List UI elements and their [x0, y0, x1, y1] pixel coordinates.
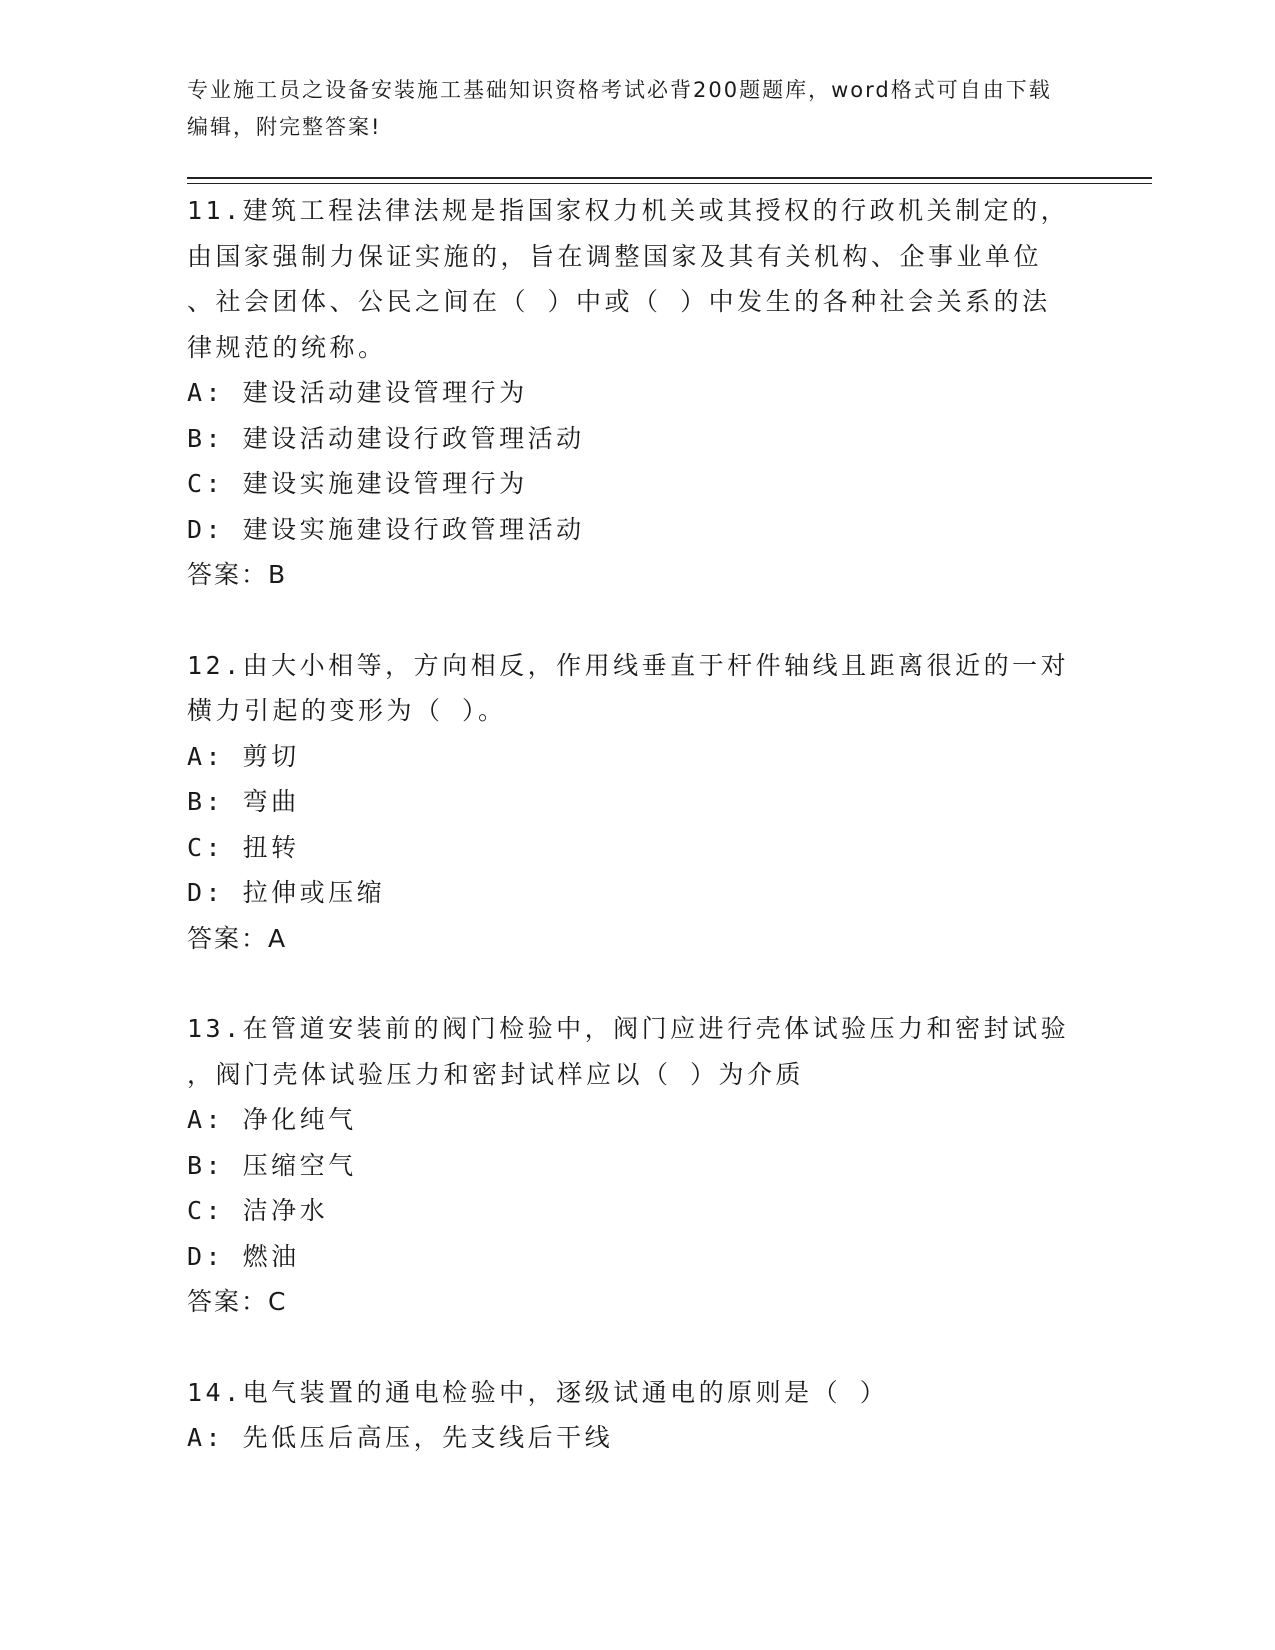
question-gap: [187, 961, 1087, 1006]
question-gap: [187, 1325, 1087, 1370]
question-11: [187, 188, 1087, 598]
option-a: A: 净化纯气: [187, 1105, 357, 1134]
option-d: D: 拉伸或压缩: [187, 878, 386, 907]
question-12: [187, 643, 1087, 962]
option-c: C: 扭转: [187, 832, 300, 862]
question-stem: 12.由大小相等，方向相反，作用线垂直于杆件轴线且距离很近的一对 横力引起的变形为（ ）。: [187, 650, 1070, 725]
question-stem: 14.电气装置的通电检验中，逐级试通电的原则是（ ）: [187, 1377, 889, 1407]
question-stem: 13.在管道安装前的阀门检验中，阀门应进行壳体试验压力和密封试验 ，阀门壳体试验压力和密封试样应以（ ）为介质: [187, 1014, 1070, 1089]
question-14: [187, 1370, 1087, 1461]
option-c: C: 建设实施建设管理行为: [187, 469, 528, 498]
option-b: B: 压缩空气: [187, 1150, 357, 1180]
answer-line: 答案：B: [187, 560, 288, 589]
option-b: B: 弯曲: [187, 787, 300, 816]
question-gap: [187, 598, 1087, 643]
document-header: 专业施工员之设备安装施工基础知识资格考试必背200题题库，word格式可自由下载编辑，附完整答案!: [187, 78, 1052, 139]
header-divider-thick: [187, 177, 1152, 179]
question-13: [187, 1006, 1087, 1325]
option-c: C: 洁净水: [187, 1196, 329, 1225]
question-stem: 11.建筑工程法律法规是指国家权力机关或其授权的行政机关制定的， 由国家强制力保证实施的，旨在调整国家及其有关机构、企事业单位 、社会团体、公民之间在（ ）中或（ ）中发生的各种社会关系的法 律规范的统称。: [187, 196, 1070, 362]
option-a: A: 先低压后高压，先支线后干线: [187, 1423, 614, 1452]
option-a: A: 剪切: [187, 741, 300, 771]
header-divider-thin: [187, 183, 1152, 184]
answer-line: 答案：A: [187, 923, 288, 953]
option-d: D: 燃油: [187, 1241, 300, 1271]
option-b: B: 建设活动建设行政管理活动: [187, 423, 585, 453]
question-list: [187, 188, 1087, 1461]
option-d: D: 建设实施建设行政管理活动: [187, 514, 585, 544]
option-a: A: 建设活动建设管理行为: [187, 378, 528, 407]
answer-line: 答案：C: [187, 1287, 288, 1316]
